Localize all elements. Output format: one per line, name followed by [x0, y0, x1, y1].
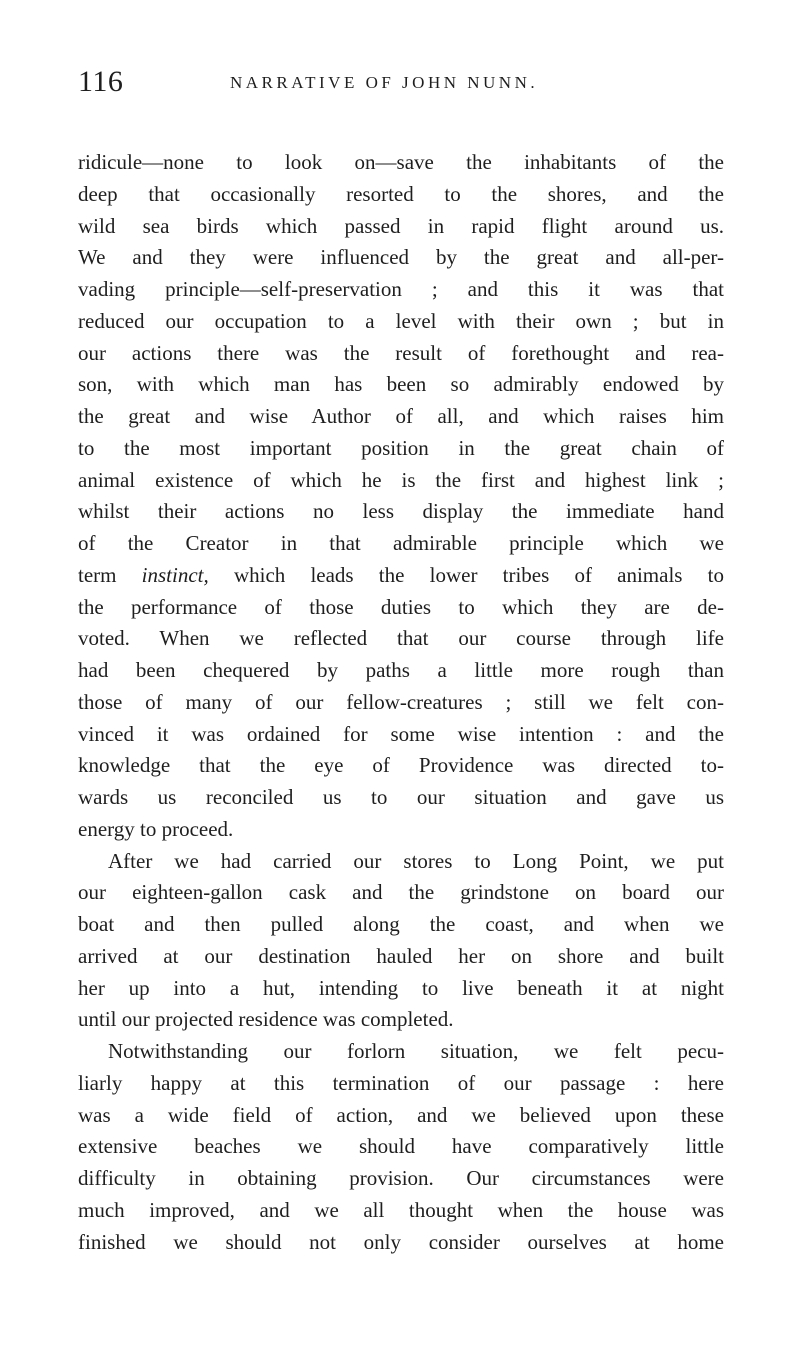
text-line: her up into a hut, intending to live beneath it at night — [78, 975, 724, 1000]
text-line: arrived at our destination hauled her on shore and built — [78, 943, 724, 968]
paragraph-end-line: until our projected residence was completed. — [78, 1007, 454, 1032]
page-header — [78, 62, 724, 102]
page-number: 116 — [78, 65, 124, 98]
text-line: much improved, and we all thought when the house was — [78, 1197, 724, 1222]
text-segment: which leads the lower tribes of animals to — [208, 562, 724, 587]
text-line: those of many of our fellow-creatures ; still we felt con- — [78, 689, 724, 714]
paragraph-start-line: After we had carried our stores to Long Point, we put — [108, 848, 724, 873]
text-line: was a wide field of action, and we believed upon these — [78, 1102, 724, 1127]
running-head: NARRATIVE OF JOHN NUNN. — [230, 73, 539, 92]
text-line: our eighteen-gallon cask and the grindstone on board our — [78, 880, 724, 905]
text-line: deep that occasionally resorted to the shores, and the — [78, 181, 724, 206]
text-line: finished we should not only consider ourselves at home — [78, 1229, 724, 1254]
text-line: wards us reconciled us to our situation and gave us — [78, 785, 724, 809]
text-line-with-italic — [78, 560, 724, 592]
text-line: We and they were influenced by the great and all-per- — [78, 245, 724, 270]
text-segment: term — [78, 562, 142, 587]
paragraph-start-line: Notwithstanding our forlorn situation, we felt pecu- — [108, 1039, 724, 1063]
text-line: to the most important position in the great chain of — [78, 435, 724, 460]
text-line: voted. When we reflected that our course through life — [78, 626, 724, 651]
paragraph-end-line: energy to proceed. — [78, 816, 234, 841]
text-line: reduced our occupation to a level with their own ; but in — [78, 308, 724, 333]
text-line: the great and wise Author of all, and which raises him — [78, 404, 724, 428]
text-line: knowledge that the eye of Providence was directed to- — [78, 753, 724, 778]
text-line: of the Creator in that admirable principle which we — [78, 531, 724, 555]
text-line: ridicule—none to look on—save the inhabitants of the — [78, 150, 724, 174]
text-line: our actions there was the result of forethought and rea- — [78, 340, 724, 365]
text-line: difficulty in obtaining provision. Our circumstances were — [78, 1166, 724, 1190]
text-line: had been chequered by paths a little more rough than — [78, 658, 724, 682]
italic-term: instinct, — [141, 562, 209, 587]
text-line: whilst their actions no less display the immediate hand — [78, 499, 724, 524]
text-line: extensive beaches we should have comparatively little — [78, 1134, 724, 1159]
text-line: the performance of those duties to which they are de- — [78, 594, 724, 619]
text-line: animal existence of which he is the first and highest link ; — [78, 467, 724, 492]
text-line: boat and then pulled along the coast, and when we — [78, 912, 724, 936]
text-line: vinced it was ordained for some wise intention : and the — [78, 721, 724, 746]
text-line: son, with which man has been so admirably endowed by — [78, 372, 724, 397]
text-line: vading principle—self-preservation ; and this it was that — [78, 277, 724, 301]
text-line: wild sea birds which passed in rapid flight around us. — [78, 213, 724, 238]
body-text — [78, 147, 724, 1258]
text-line: liarly happy at this termination of our passage : here — [78, 1070, 724, 1095]
